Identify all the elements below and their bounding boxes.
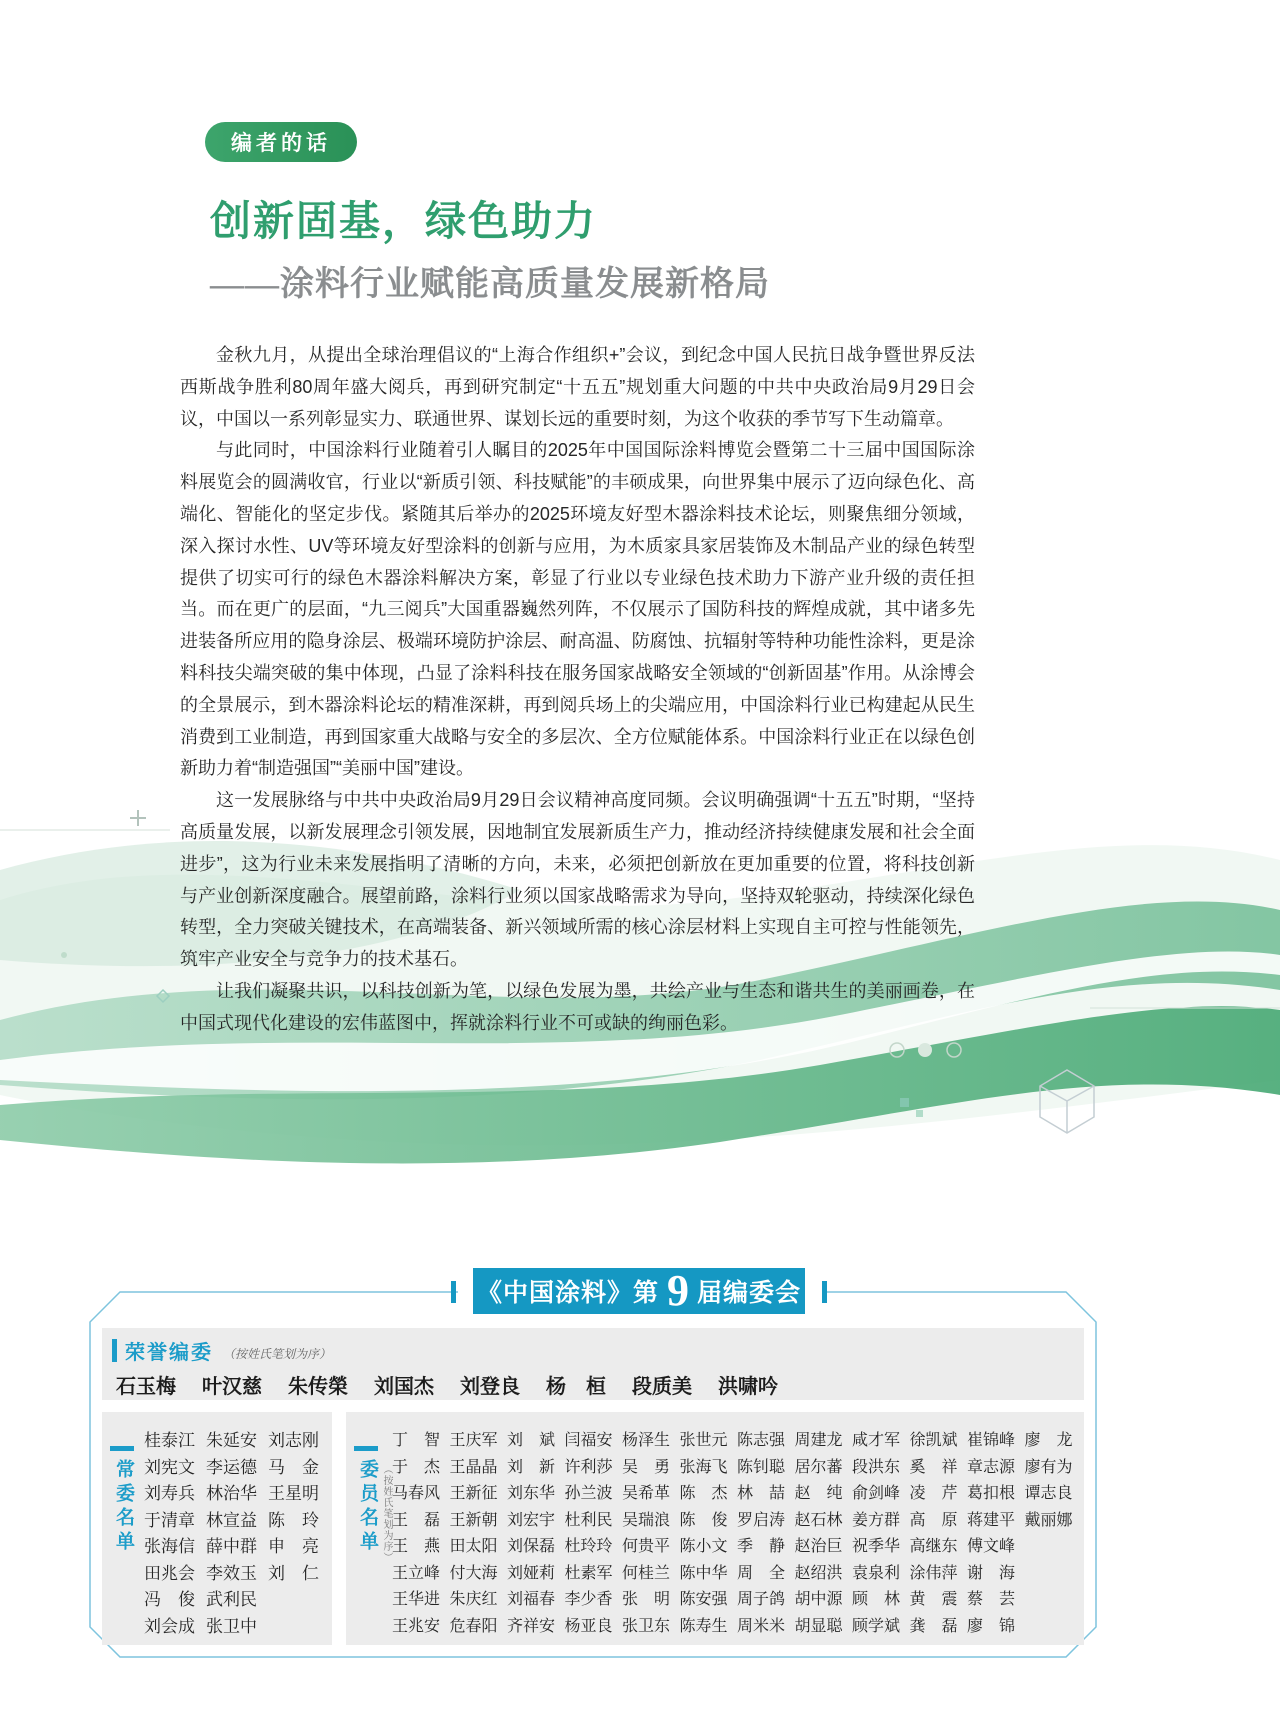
standing-member-name: 于清章 [144, 1510, 195, 1530]
member-name: 何桂兰 [622, 1564, 671, 1582]
member-name: 陈 俊 [679, 1511, 728, 1529]
member-name: 蒋建平 [967, 1511, 1016, 1529]
member-name: 居尔蕃 [794, 1458, 843, 1476]
member-name: 龚 磊 [909, 1617, 958, 1635]
standing-member-name: 马 金 [268, 1457, 319, 1477]
standing-member-name: 朱延安 [206, 1431, 257, 1450]
member-name: 王 磊 [392, 1511, 441, 1529]
paragraph-3: 这一发展脉络与中共中央政治局9月29日会议精神高度同频。会议明确强调“十五五”时期，“坚持高质量发展，以新发展理念引领发展，因地制宜发展新质生产力，推动经济持续健康发展和社会全面进步”，这为行业未来发展指明了清晰的方向，未来，必须把创新放在更加重要的位置，将科技创新与产业创新深度融合。展望前路，涂料行业须以国家战略需求为导向，坚持双轮驱动，持续深化绿色转型，全力突破关键技术，在高端装备、新兴领域所需的核心涂层材料上实现自主可控与性能领先，筑牢产业安全与竞争力的技术基石。 [180, 790, 975, 970]
banner-text-post: 届编委会 [697, 1280, 802, 1307]
member-name: 马春风 [392, 1485, 441, 1502]
member-name: 吴瑞浪 [622, 1511, 671, 1529]
member-name: 吴 勇 [622, 1458, 671, 1476]
standing-member-name: 李效玉 [206, 1563, 257, 1583]
banner-text-pre: 《中国涂料》第 [476, 1280, 659, 1307]
honorary-name: 杨 桓 [546, 1376, 606, 1398]
member-name: 刘保磊 [507, 1538, 556, 1555]
standing-member-name: 冯 俊 [144, 1590, 195, 1609]
member-name: 凌 芹 [909, 1485, 958, 1502]
member-name: 顾 林 [852, 1591, 901, 1608]
honorary-panel [102, 1328, 1084, 1400]
member-name: 王立峰 [392, 1564, 441, 1582]
members-note: （按姓氏笔划为序） [381, 1464, 392, 1563]
member-name: 丁 智 [392, 1432, 441, 1449]
honorary-name: 刘登良 [460, 1376, 520, 1398]
member-name: 章志源 [967, 1458, 1016, 1476]
member-name: 咸才军 [852, 1432, 901, 1449]
member-name: 陈安强 [679, 1591, 728, 1608]
member-name: 杜利民 [564, 1511, 613, 1529]
member-name: 刘东华 [507, 1485, 556, 1502]
member-name: 王新朝 [449, 1511, 498, 1529]
article-subtitle: ——涂料行业赋能高质量发展新格局 [210, 266, 770, 303]
paragraph-1: 金秋九月，从提出全球治理倡议的“上海合作组织+”会议，到纪念中国人民抗日战争暨世界反法西斯战争胜利80周年盛大阅兵，再到研究制定“十五五”规划重大问题的中共中央政治局9月29日会议，中国以一系列彰显实力、联通世界、谋划长远的重要时刻，为这个收获的季节写下生动篇章。 [180, 345, 975, 429]
member-name: 廖 龙 [1024, 1432, 1073, 1449]
member-name: 危春阳 [449, 1617, 498, 1635]
standing-member-name: 陈 玲 [268, 1510, 319, 1530]
header-accent-bar [112, 1339, 117, 1362]
honorary-name: 洪啸吟 [718, 1376, 778, 1398]
member-name: 徐凯斌 [909, 1432, 958, 1449]
standing-member-name: 申 亮 [268, 1537, 319, 1556]
member-name: 周米米 [737, 1617, 786, 1635]
member-name: 吴希革 [622, 1485, 671, 1502]
honorary-header [112, 1336, 331, 1365]
standing-member-name: 张卫中 [206, 1616, 257, 1636]
honorary-name: 叶汉慈 [202, 1376, 262, 1398]
member-name: 陈钊聪 [737, 1458, 786, 1476]
member-name: 季 静 [737, 1538, 786, 1555]
board-banner [473, 1268, 805, 1314]
banner-tick-left [451, 1281, 456, 1303]
member-name: 刘 新 [507, 1458, 556, 1476]
honorary-name: 段质美 [632, 1376, 692, 1398]
member-name: 林 喆 [737, 1485, 786, 1502]
member-name: 王华进 [392, 1591, 441, 1608]
section-badge-label: 编者的话 [231, 131, 331, 155]
member-name: 崔锦峰 [967, 1432, 1016, 1449]
member-name: 廖有为 [1024, 1458, 1073, 1476]
member-name: 胡中源 [794, 1591, 843, 1608]
standing-member-name [268, 1614, 330, 1641]
member-name: 杜素军 [564, 1564, 613, 1582]
label-accent-bar [354, 1446, 378, 1451]
member-name [1025, 1614, 1083, 1641]
honorary-names [116, 1370, 778, 1399]
banner-number: 9 [667, 1266, 689, 1315]
member-name: 杨亚良 [564, 1617, 613, 1635]
member-name: 陈小文 [679, 1538, 728, 1555]
member-name: 俞剑峰 [852, 1485, 901, 1502]
paragraph-2: 与此同时，中国涂料行业随着引人瞩目的2025年中国国际涂料博览会暨第二十三届中国国际涂料展览会的圆满收官，行业以“新质引领、科技赋能”的丰硕成果，向世界集中展示了迈向绿色化、高端化、智能化的坚定步伐。紧随其后举办的2025环境友好型木器涂料技术论坛，则聚焦细分领域，深入探讨水性、UV等环境友好型涂料的创新与应用，为木质家具家居装饰及木制品产业的绿色转型提供了切实可行的绿色木器涂料解决方案，彰显了行业以专业绿色技术助力下游产业升级的责任担当。而在更广的层面，“九三阅兵”大国重器巍然列阵，不仅展示了国防科技的辉煌成就，其中诸多先进装备所应用的隐身涂层、极端环境防护涂层、耐高温、防腐蚀、抗辐射等特种功能性涂料，更是涂料科技尖端突破的集中体现，凸显了涂料科技在服务国家战略安全领域的“创新固基”作用。从涂博会的全景展示，到木器涂料论坛的精准深耕，再到阅兵场上的尖端应用，中国涂料行业已构建起从民生消费到工业制造，再到国家重大战略与安全的多层次、全方位赋能体系。中国涂料行业正在以绿色创新助力着“制造强国”“美丽中国”建设。 [180, 440, 975, 779]
member-name: 李少香 [564, 1591, 613, 1608]
member-name: 罗启涛 [737, 1511, 786, 1529]
standing-member-name [268, 1587, 330, 1614]
standing-label: 常委名单 [113, 1459, 134, 1555]
member-name: 王 燕 [392, 1538, 441, 1555]
member-name: 赵石林 [794, 1511, 843, 1529]
member-name: 杨泽生 [622, 1432, 671, 1449]
member-name: 赵绍洪 [794, 1564, 843, 1582]
member-name [1025, 1534, 1083, 1561]
standing-member-name: 李运德 [206, 1457, 257, 1477]
member-name: 谭志良 [1024, 1485, 1073, 1502]
member-name: 张海飞 [679, 1458, 728, 1476]
member-name: 陈中华 [679, 1564, 728, 1582]
standing-member-name: 武利民 [206, 1590, 257, 1609]
members-label: 委员名单 [357, 1459, 378, 1555]
member-name: 张卫东 [622, 1617, 671, 1635]
member-name: 王兆安 [392, 1617, 441, 1635]
standing-member-name: 桂泰江 [144, 1431, 195, 1450]
member-name: 高 原 [909, 1511, 958, 1529]
member-name: 廖 锦 [967, 1617, 1016, 1635]
member-name: 祝季华 [852, 1538, 901, 1555]
standing-member-name: 薛中群 [206, 1537, 257, 1556]
standing-member-name: 刘寿兵 [144, 1484, 195, 1503]
member-name: 于 杰 [392, 1458, 441, 1476]
member-name: 戴丽娜 [1024, 1511, 1073, 1529]
member-name: 刘娅莉 [507, 1564, 556, 1582]
member-name: 周子鸽 [737, 1591, 786, 1608]
standing-names [144, 1428, 330, 1640]
honorary-name: 朱传榮 [288, 1376, 348, 1398]
member-name: 周建龙 [794, 1432, 843, 1449]
members-panel [346, 1412, 1084, 1645]
member-name: 奚 祥 [909, 1458, 958, 1476]
member-name: 田太阳 [449, 1538, 498, 1555]
member-name: 齐祥安 [507, 1617, 556, 1635]
standing-member-name: 王星明 [268, 1484, 319, 1503]
article-title: 创新固基，绿色助力 [210, 198, 597, 244]
standing-member-name: 张海信 [144, 1537, 195, 1556]
standing-member-name: 刘会成 [144, 1616, 195, 1636]
member-name: 朱庆红 [449, 1591, 498, 1608]
member-name: 刘宏宇 [507, 1511, 556, 1529]
member-name: 蔡 芸 [967, 1591, 1016, 1608]
paragraph-4: 让我们凝聚共识，以科技创新为笔，以绿色发展为墨，共绘产业与生态和谐共生的美丽画卷，在中国式现代化建设的宏伟蓝图中，挥就涂料行业不可或缺的绚丽色彩。 [180, 980, 975, 1033]
member-name [1025, 1561, 1083, 1588]
members-names [392, 1428, 1082, 1640]
member-name: 张 明 [622, 1591, 671, 1608]
standing-member-name: 刘志刚 [268, 1431, 319, 1450]
standing-member-name: 刘 仁 [268, 1563, 319, 1583]
member-name: 葛扣根 [967, 1485, 1016, 1502]
member-name: 黄 震 [909, 1591, 958, 1608]
honorary-name: 刘国杰 [374, 1376, 434, 1398]
member-name: 付大海 [449, 1564, 498, 1582]
member-name: 姜方群 [852, 1511, 901, 1529]
member-name: 胡显聪 [794, 1617, 843, 1635]
honorary-note: （按姓氏笔划为序） [223, 1346, 332, 1361]
member-name: 陈志强 [737, 1432, 786, 1449]
member-name: 傅文峰 [967, 1538, 1016, 1555]
member-name: 孙兰波 [564, 1485, 613, 1502]
member-name: 刘福春 [507, 1591, 556, 1608]
member-name: 陈寿生 [679, 1617, 728, 1635]
member-name: 王庆军 [449, 1432, 498, 1449]
member-name: 高继东 [909, 1538, 958, 1555]
member-name: 闫福安 [564, 1432, 613, 1449]
member-name: 王新征 [449, 1485, 498, 1502]
standing-member-name: 林宣益 [206, 1510, 257, 1530]
member-name: 王晶晶 [449, 1458, 498, 1476]
member-name: 谢 海 [967, 1564, 1016, 1582]
honorary-label: 荣誉编委 [125, 1342, 213, 1364]
honorary-name: 石玉梅 [116, 1376, 176, 1398]
member-name: 陈 杰 [679, 1485, 728, 1502]
member-name [1025, 1587, 1083, 1614]
standing-member-name: 林治华 [206, 1484, 257, 1503]
member-name: 何贵平 [622, 1538, 671, 1555]
member-name: 赵 纯 [794, 1485, 843, 1502]
standing-member-name: 田兆会 [144, 1563, 195, 1583]
member-name: 杜玲玲 [564, 1538, 613, 1555]
member-name: 周 全 [737, 1564, 786, 1582]
member-name: 袁泉利 [852, 1564, 901, 1582]
member-name: 赵治巨 [794, 1538, 843, 1555]
label-accent-bar [110, 1446, 134, 1451]
banner-tick-right [822, 1281, 827, 1303]
standing-panel [102, 1412, 332, 1645]
standing-member-name: 刘宪文 [144, 1457, 195, 1477]
member-name: 张世元 [679, 1432, 728, 1449]
member-name: 涂伟萍 [909, 1564, 958, 1582]
member-name: 许利莎 [564, 1458, 613, 1476]
member-name: 段洪东 [852, 1458, 901, 1476]
member-name: 顾学斌 [852, 1617, 901, 1635]
member-name: 刘 斌 [507, 1432, 556, 1449]
